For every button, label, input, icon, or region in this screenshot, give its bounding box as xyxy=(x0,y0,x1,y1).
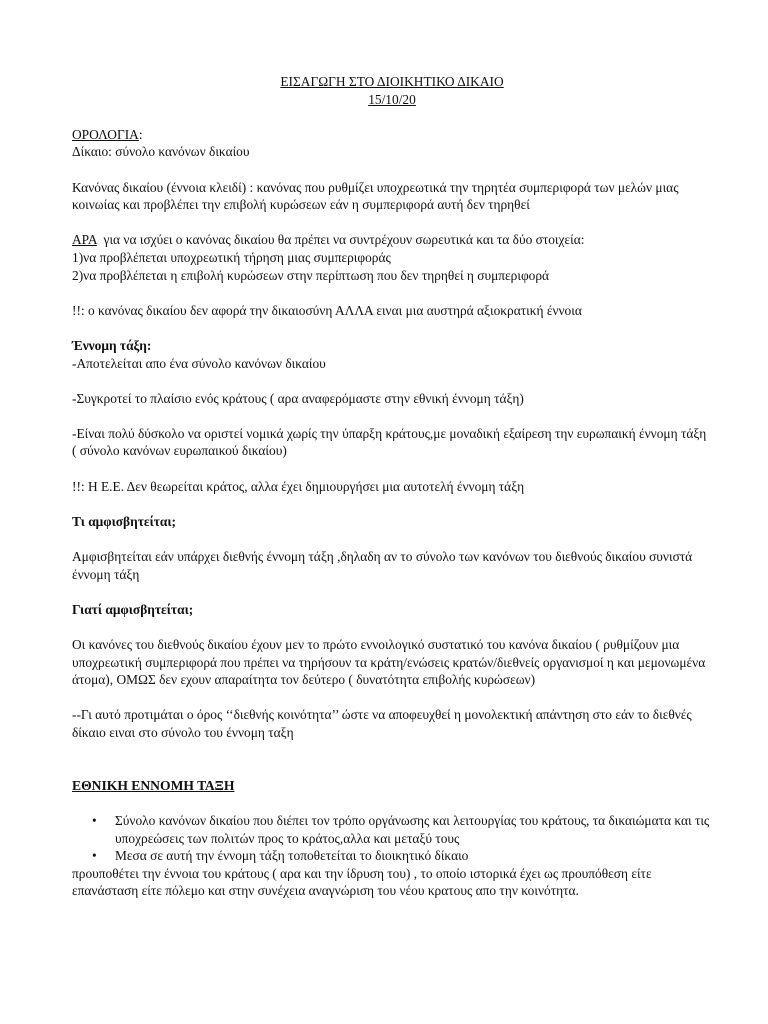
legal-order-line-2: -Συγκροτεί το πλαίσιο ενός κράτους ( αρα αναφερόμαστε στην εθνική έννομη τάξη) xyxy=(72,390,524,406)
ara-item-2: 2)να προβλέπεται η επιβολή κυρώσεων στην περίπτωση που δεν τηρηθεί η συμπεριφορά xyxy=(72,267,550,283)
list-item xyxy=(72,812,712,847)
ara-item-1: 1)να προβλέπεται υποχρεωτική τήρηση μιας συμπεριφοράς xyxy=(72,249,391,265)
national-order-heading: ΕΘΝΙΚΗ ΕΝΝΟΜΗ ΤΑΞΗ xyxy=(72,777,235,793)
disputed-text: Αμφισβητείται εάν υπάρχει διεθνής έννομη τάξη ,δηλαδη αν το σύνολο των κανόνων του διεθνούς δικαίου συνιστά έννομη τάξη xyxy=(72,549,693,582)
eu-note: !!: Η Ε.Ε. Δεν θεωρείται κράτος, αλλα έχει δημιουργήσει μια αυτοτελή έννομη τάξη xyxy=(72,478,525,494)
document-title: ΕΙΣΑΓΩΓΗ ΣΤΟ ΔΙΟΙΚΗΤΙΚΟ ΔΙΚΑΙΟ xyxy=(280,74,504,89)
disputed-heading: Τι αμφισβητείται; xyxy=(72,513,177,529)
justice-note: !!: ο κανόνας δικαίου δεν αφορά την δικαιοσύνη ΑΛΛΑ ειναι μια αυστηρά αξιοκρατική έννοια xyxy=(72,302,582,318)
list-item xyxy=(72,847,712,865)
national-order-continuation: προυποθέτει την έννοια του κράτους ( αρα και την ίδρυση του) , το οποίο ιστορικά έχει ως προυπόθεση είτε επανάσταση είτε πόλεμο και στην συνέχεια αναγνώριση του νέου κρατους απο την κοινότητα. xyxy=(72,865,652,899)
terminology-colon: : xyxy=(138,126,143,142)
rule-definition: Κανόνας δικαίου (έννοια κλειδί) : κανόνας που ρυθμίζει υποχρεωτικά την τηρητέα συμπεριφορά των μελών μιας κοινωίας και προβλέπει την επιβολή κυρώσεων εάν η συμπεριφορά αυτή δεν τηρηθεί xyxy=(72,179,679,213)
document-date: 15/10/20 xyxy=(368,91,416,107)
term-note: --Γι αυτό προτιμάται ο όρος ‘‘διεθνής κοινότητα’’ ώστε να αποφευχθεί η μονολεκτική απάντηση στο εάν το διεθνές δίκαιο ειναι στο σύνολο του έννομη ταξη xyxy=(72,707,692,740)
legal-order-heading: Έννομη τάξη: xyxy=(72,337,152,353)
bullet-icon: • xyxy=(92,812,97,828)
list-item-text: Σύνολο κανόνων δικαίου που διέπει τον τρόπο οργάνωσης και λειτουργίας του κράτους, τα δικαιώματα και τις υποχρεώσεις των πολιτών προς το κράτος,αλλα και μεταξύ τους xyxy=(115,812,710,846)
why-disputed-heading: Γιατί αμφισβητείται; xyxy=(72,601,194,617)
legal-order-line-1: -Αποτελείται απο ένα σύνολο κανόνων δικαίου xyxy=(72,355,326,371)
ara-paragraph xyxy=(72,231,712,249)
national-order-list xyxy=(72,812,712,865)
terminology-heading: ΟΡΟΛΟΓΙΑ xyxy=(72,126,139,142)
document-body xyxy=(72,73,712,900)
why-disputed-text: Οι κανόνες του διεθνούς δικαίου έχουν μεν το πρώτο εννοιλογικό συστατικό του κανόνα δικαίου ( ρυθμίζουν μια υποχρεωτική συμπεριφορά που πρέπει να τηρήσουν τα κράτη/ενώσεις κρατών/διεθνείς οργανισμοί η και μεμονωμένα άτομα), ΟΜΩΣ δεν εχουν απαραίτητα τον δεύτερο ( δυνατότητα επιβολής κυρώσεων) xyxy=(72,637,706,688)
legal-order-line-3: -Είναι πολύ δύσκολο να οριστεί νομικά χωρίς την ύπαρξη κράτους,με μοναδική εξαίρεση την ευρωπαική έννομη τάξη ( σύνολο κανόνων ευρωπαικού δικαίου) xyxy=(72,425,707,459)
ara-text: για να ισχύει ο κανόνας δικαίου θα πρέπει να συντρέχουν σωρευτικά και τα δύο στοιχεία: xyxy=(96,232,585,248)
law-definition: Δίκαιο: σύνολο κανόνων δικαίου xyxy=(72,144,250,160)
list-item-text: Μεσα σε αυτή την έννομη τάξη τοποθετείται το διοικητικό δίκαιο xyxy=(115,848,469,864)
bullet-icon: • xyxy=(92,848,97,864)
terminology-heading-line xyxy=(72,126,712,144)
ara-keyword: ΑΡΑ xyxy=(72,232,97,248)
